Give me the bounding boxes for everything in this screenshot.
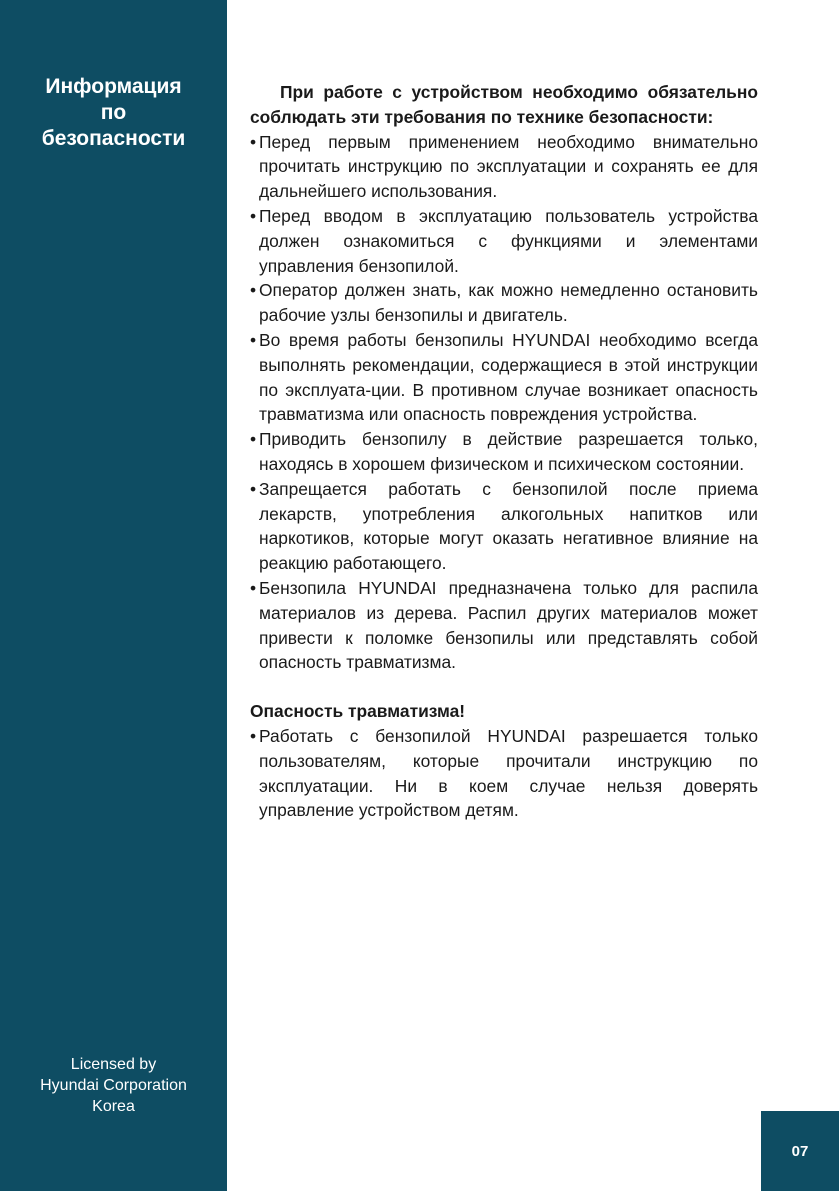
danger-list [250, 724, 758, 823]
list-item [250, 576, 758, 675]
bullet-icon: • [250, 131, 257, 152]
sidebar [0, 0, 227, 1191]
list-item-text: Приводить бензопилу в действие разрешается только, находясь в хорошем физическом и психическом состоянии. [259, 429, 758, 474]
list-item [250, 204, 758, 278]
list-item-text: Во время работы бензопилы HYUNDAI необходимо всегда выполнять рекомендации, содержащиеся в этой инструкции по эксплуата-ции. В противном случае возникает опасность травматизма или опасность повреждения устройства. [259, 329, 758, 425]
safety-rules-list [250, 130, 758, 676]
list-item-text: Оператор должен знать, как можно немедленно остановить рабочие узлы бензопилы и двигатель. [259, 280, 758, 326]
bullet-icon: • [250, 329, 257, 350]
danger-heading: Опасность травматизма! [250, 701, 466, 722]
license-line: Hyundai Corporation [40, 1077, 187, 1094]
list-item-text: Бензопила HYUNDAI предназначена только для распила материалов из дерева. Распил других материалов может привести к поломке бензопилы или представлять собой опасность травматизма. [259, 577, 758, 673]
bullet-icon: • [250, 478, 257, 499]
bullet-icon: • [250, 280, 257, 301]
bullet-icon: • [250, 205, 257, 226]
list-item-text: Запрещается работать с бензопилой после приема лекарств, употребления алкогольных напитков или наркотиков, которые могут оказать негативное влияние на реакцию работающего. [259, 478, 758, 574]
intro-paragraph: При работе с устройством необходимо обязательно соблюдать эти требования по технике безопасности: [250, 82, 758, 127]
list-item-text: Работать с бензопилой HYUNDAI разрешается только пользователям, которые прочитали инструкцию по эксплуатации. Ни в коем случае нельзя доверять управление устройством детям. [259, 725, 758, 821]
section-title-line: по [100, 101, 127, 124]
list-item-text: Перед вводом в эксплуатацию пользователь устройства должен ознакомиться с функциями и элементами управления бензопилой. [259, 205, 758, 276]
main-content [250, 80, 758, 823]
bullet-icon: • [250, 577, 257, 598]
page-number: 07 [761, 1111, 839, 1191]
bullet-icon: • [250, 725, 257, 746]
list-item [250, 130, 758, 204]
section-title [12, 74, 215, 152]
list-item [250, 427, 758, 477]
list-item [250, 278, 758, 328]
section-title-line: безопасности [41, 127, 186, 150]
list-item [250, 328, 758, 427]
section-title-line: Информация [45, 75, 182, 98]
list-item [250, 724, 758, 823]
list-item-text: Перед первым применением необходимо внимательно прочитать инструкцию по эксплуатации и сохранять ее для дальнейшего использования. [259, 131, 758, 202]
list-item [250, 477, 758, 576]
license-line: Licensed by [70, 1056, 157, 1073]
bullet-icon: • [250, 429, 257, 450]
license-note [0, 1054, 227, 1117]
license-line: Korea [92, 1098, 135, 1115]
